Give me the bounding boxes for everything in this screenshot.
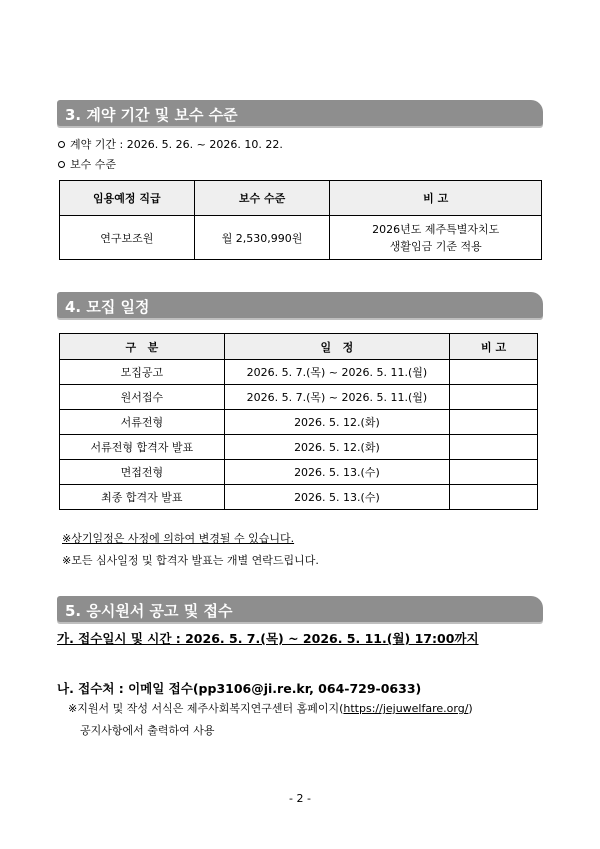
- table-header: 일 정: [224, 334, 450, 360]
- remark-cell: [450, 385, 538, 410]
- form-note-suffix: ): [468, 702, 473, 715]
- bullet-circle-icon: [58, 141, 65, 148]
- section-3-title: 3. 계약 기간 및 보수 수준: [57, 100, 543, 126]
- table-header: 비 고: [450, 334, 538, 360]
- remark-cell: [450, 435, 538, 460]
- schedule-cell: 2026. 5. 13.(수): [224, 460, 450, 485]
- schedule-table: [59, 333, 538, 510]
- page-number: - 2 -: [289, 792, 311, 805]
- remark-cell: [450, 360, 538, 385]
- schedule-change-note: ※상기일정은 사정에 의하여 변경될 수 있습니다.: [62, 532, 295, 545]
- note-line-1: 2026년도 제주특별자치도: [372, 222, 500, 236]
- table-header: 구 분: [60, 334, 225, 360]
- salary-level-label: 보수 수준: [70, 158, 117, 171]
- salary-level-item: [57, 156, 116, 172]
- category-cell: 원서접수: [60, 385, 225, 410]
- application-contact: 나. 접수처 : 이메일 접수(pp3106@ji.re.kr, 064-729-0633): [57, 681, 422, 696]
- remark-cell: [450, 460, 538, 485]
- contract-period-text: 계약 기간 : 2026. 5. 26. ~ 2026. 10. 22.: [70, 138, 283, 151]
- table-header: 임용예정 직급: [60, 181, 195, 216]
- salary-cell: 월 2,530,990원: [194, 216, 330, 260]
- notification-note: ※모든 심사일정 및 합격자 발표는 개별 연락드립니다.: [62, 554, 319, 567]
- note-line-2: 생활임금 기준 적용: [389, 239, 482, 253]
- homepage-link[interactable]: https://jejuwelfare.org/: [343, 702, 469, 715]
- bullet-circle-icon: [58, 161, 65, 168]
- schedule-cell: 2026. 5. 7.(목) ~ 2026. 5. 11.(월): [224, 360, 450, 385]
- category-cell: 서류전형: [60, 410, 225, 435]
- salary-table: [59, 180, 542, 260]
- schedule-cell: 2026. 5. 12.(화): [224, 410, 450, 435]
- table-row: [60, 460, 538, 485]
- section-4-title: 4. 모집 일정: [57, 292, 543, 318]
- table-row: [60, 360, 538, 385]
- schedule-table-header-row: [60, 334, 538, 360]
- form-note-prefix: ※지원서 및 작성 서식은 제주사회복지연구센터 홈페이지(: [68, 702, 344, 715]
- category-cell: 면접전형: [60, 460, 225, 485]
- position-cell: 연구보조원: [60, 216, 195, 260]
- category-cell: 서류전형 합격자 발표: [60, 435, 225, 460]
- category-cell: 모집공고: [60, 360, 225, 385]
- table-row: [60, 410, 538, 435]
- schedule-cell: 2026. 5. 7.(목) ~ 2026. 5. 11.(월): [224, 385, 450, 410]
- contract-period-item: [57, 136, 283, 152]
- application-period: 가. 접수일시 및 시간 : 2026. 5. 7.(목) ~ 2026. 5. 11.(월) 17:00까지: [57, 631, 479, 646]
- schedule-cell: 2026. 5. 12.(화): [224, 435, 450, 460]
- form-download-note-line2: 공지사항에서 출력하여 사용: [80, 724, 215, 737]
- table-row: [60, 435, 538, 460]
- salary-table-header-row: [60, 181, 542, 216]
- table-row: [60, 385, 538, 410]
- category-cell: 최종 합격자 발표: [60, 485, 225, 510]
- remark-cell: [450, 410, 538, 435]
- remark-cell: [450, 485, 538, 510]
- note-cell: [330, 216, 542, 260]
- section-5-title: 5. 응시원서 공고 및 접수: [57, 596, 543, 622]
- table-row: [60, 216, 542, 260]
- table-header: 보수 수준: [194, 181, 330, 216]
- table-header: 비 고: [330, 181, 542, 216]
- schedule-cell: 2026. 5. 13.(수): [224, 485, 450, 510]
- table-row: [60, 485, 538, 510]
- form-download-note: [68, 700, 473, 716]
